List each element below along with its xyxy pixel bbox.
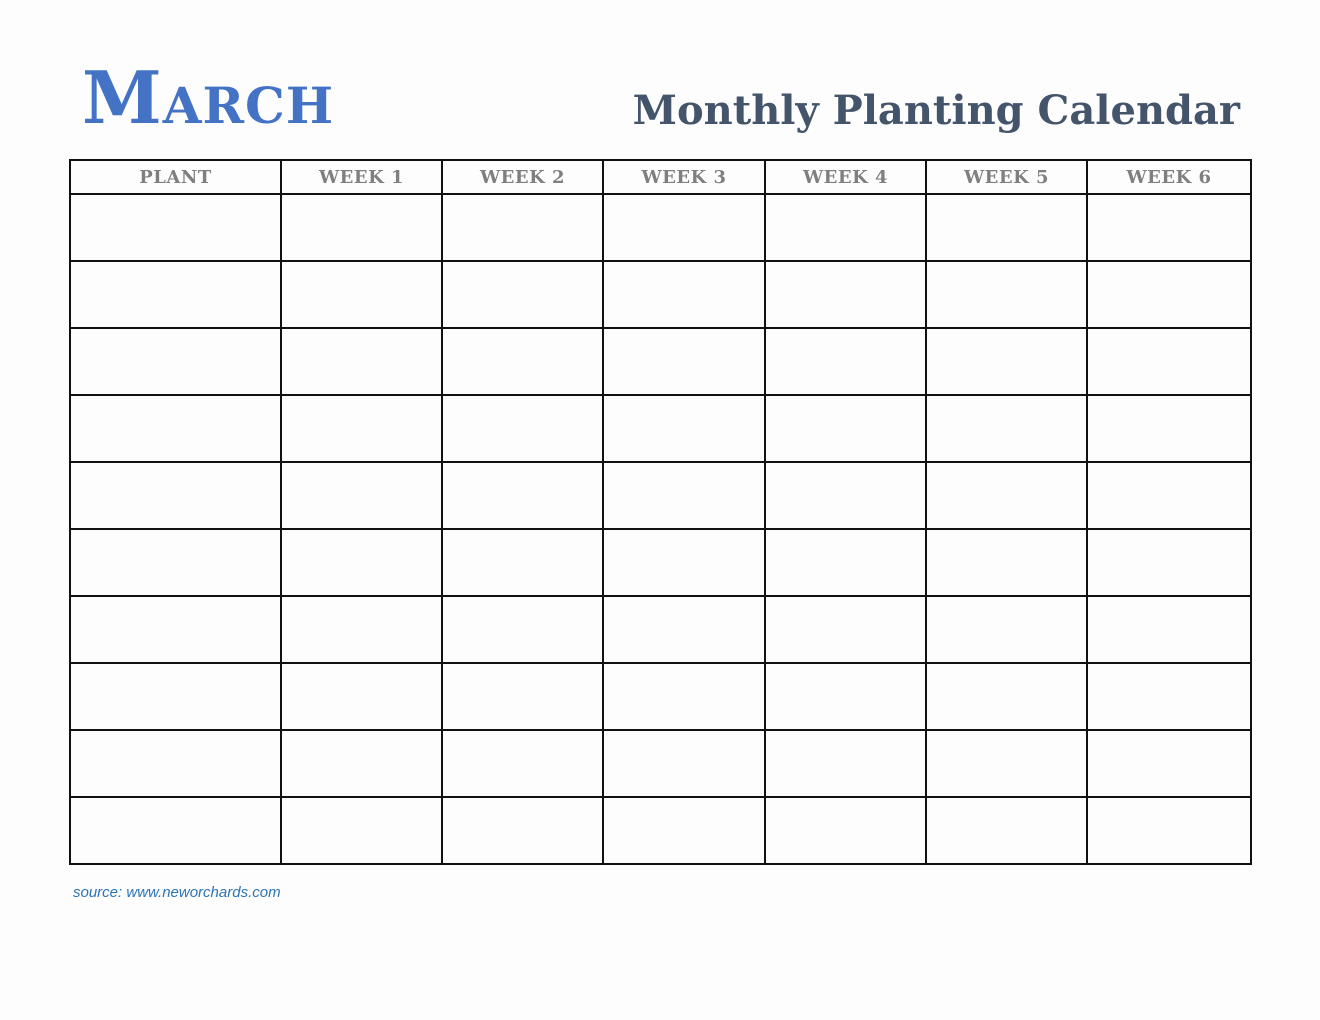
week-cell[interactable] — [603, 261, 765, 328]
plant-cell[interactable] — [70, 730, 281, 797]
week-cell[interactable] — [926, 596, 1087, 663]
week-cell[interactable] — [442, 261, 603, 328]
week-cell[interactable] — [926, 529, 1087, 596]
plant-cell[interactable] — [70, 261, 281, 328]
week-cell[interactable] — [765, 797, 926, 864]
table-row — [70, 194, 1251, 261]
week-cell[interactable] — [1087, 730, 1251, 797]
week-cell[interactable] — [765, 261, 926, 328]
week-cell[interactable] — [442, 797, 603, 864]
week-cell[interactable] — [603, 663, 765, 730]
plant-cell[interactable] — [70, 194, 281, 261]
week-cell[interactable] — [765, 730, 926, 797]
week-cell[interactable] — [1087, 663, 1251, 730]
week-cell[interactable] — [442, 328, 603, 395]
week-cell[interactable] — [765, 194, 926, 261]
planting-calendar-table — [69, 159, 1252, 865]
week-cell[interactable] — [926, 462, 1087, 529]
week-cell[interactable] — [1087, 529, 1251, 596]
week-cell[interactable] — [603, 596, 765, 663]
table-row — [70, 328, 1251, 395]
column-header-week-2: WEEK 2 — [442, 160, 603, 194]
table-row — [70, 261, 1251, 328]
table-body — [70, 194, 1251, 864]
week-cell[interactable] — [765, 462, 926, 529]
week-cell[interactable] — [765, 328, 926, 395]
table-row — [70, 663, 1251, 730]
plant-cell[interactable] — [70, 529, 281, 596]
week-cell[interactable] — [442, 395, 603, 462]
week-cell[interactable] — [281, 462, 442, 529]
week-cell[interactable] — [765, 663, 926, 730]
week-cell[interactable] — [442, 663, 603, 730]
week-cell[interactable] — [1087, 596, 1251, 663]
plant-cell[interactable] — [70, 663, 281, 730]
table-row — [70, 797, 1251, 864]
column-header-week-5: WEEK 5 — [926, 160, 1087, 194]
week-cell[interactable] — [926, 194, 1087, 261]
week-cell[interactable] — [926, 395, 1087, 462]
column-header-week-4: WEEK 4 — [765, 160, 926, 194]
calendar-title: Monthly Planting Calendar — [632, 87, 1240, 134]
column-header-week-3: WEEK 3 — [603, 160, 765, 194]
week-cell[interactable] — [1087, 328, 1251, 395]
source-credit: source: www.neworchards.com — [73, 884, 281, 901]
table-row — [70, 462, 1251, 529]
week-cell[interactable] — [765, 596, 926, 663]
week-cell[interactable] — [442, 529, 603, 596]
week-cell[interactable] — [442, 194, 603, 261]
week-cell[interactable] — [1087, 395, 1251, 462]
table-row — [70, 596, 1251, 663]
week-cell[interactable] — [603, 730, 765, 797]
month-title: March — [82, 55, 335, 140]
week-cell[interactable] — [926, 328, 1087, 395]
week-cell[interactable] — [281, 797, 442, 864]
week-cell[interactable] — [603, 529, 765, 596]
week-cell[interactable] — [281, 663, 442, 730]
week-cell[interactable] — [603, 194, 765, 261]
week-cell[interactable] — [281, 261, 442, 328]
week-cell[interactable] — [765, 529, 926, 596]
week-cell[interactable] — [281, 395, 442, 462]
plant-cell[interactable] — [70, 328, 281, 395]
week-cell[interactable] — [926, 663, 1087, 730]
week-cell[interactable] — [603, 328, 765, 395]
table-header-row — [70, 160, 1251, 194]
plant-cell[interactable] — [70, 797, 281, 864]
week-cell[interactable] — [603, 797, 765, 864]
week-cell[interactable] — [281, 194, 442, 261]
week-cell[interactable] — [1087, 261, 1251, 328]
week-cell[interactable] — [603, 395, 765, 462]
week-cell[interactable] — [926, 730, 1087, 797]
week-cell[interactable] — [442, 462, 603, 529]
week-cell[interactable] — [281, 328, 442, 395]
column-header-week-6: WEEK 6 — [1087, 160, 1251, 194]
plant-cell[interactable] — [70, 462, 281, 529]
week-cell[interactable] — [1087, 462, 1251, 529]
table-row — [70, 395, 1251, 462]
table-row — [70, 730, 1251, 797]
week-cell[interactable] — [281, 529, 442, 596]
week-cell[interactable] — [1087, 797, 1251, 864]
column-header-week-1: WEEK 1 — [281, 160, 442, 194]
week-cell[interactable] — [926, 261, 1087, 328]
table-row — [70, 529, 1251, 596]
week-cell[interactable] — [603, 462, 765, 529]
plant-cell[interactable] — [70, 395, 281, 462]
week-cell[interactable] — [765, 395, 926, 462]
week-cell[interactable] — [281, 730, 442, 797]
week-cell[interactable] — [442, 596, 603, 663]
plant-cell[interactable] — [70, 596, 281, 663]
week-cell[interactable] — [281, 596, 442, 663]
week-cell[interactable] — [926, 797, 1087, 864]
week-cell[interactable] — [1087, 194, 1251, 261]
week-cell[interactable] — [442, 730, 603, 797]
column-header-plant: PLANT — [70, 160, 281, 194]
